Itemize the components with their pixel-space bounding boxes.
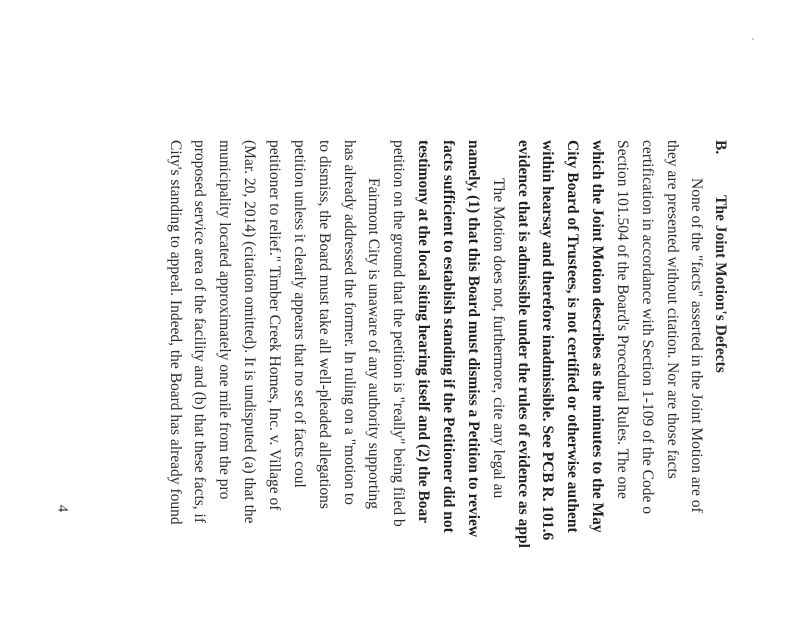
text-line: they are presented without citation. Nor are those facts bbox=[663, 140, 681, 479]
text-line: certification in accordance with Section 1-109 of the Code o bbox=[638, 140, 656, 515]
text-line: evidence that is admissible under the rules of evidence as appl bbox=[514, 140, 532, 548]
scan-speck bbox=[752, 38, 754, 40]
text-line: petitioner to relief." Timber Creek Homes, Inc. v. Village of bbox=[266, 140, 284, 511]
text-line: facts sufficient to establish standing if the Petitioner did not bbox=[440, 140, 457, 533]
text-line: which the Joint Motion describes as the minutes to the May bbox=[589, 140, 607, 533]
text-line: to dismiss, the Board must take all well-pleaded allegations bbox=[315, 140, 333, 509]
text-line: The Motion does not, furthermore, cite any legal au bbox=[489, 178, 507, 499]
text-line: City's standing to appeal. Indeed, the Board has already found bbox=[166, 140, 184, 525]
text-line: City Board of Trustees, is not certified or otherwise authent bbox=[564, 140, 582, 533]
text-line: proposed service area of the facility and (b) that these facts, if bbox=[191, 140, 209, 524]
page-number: 4 bbox=[54, 504, 71, 513]
text-line: petition on the ground that the petition is "really" being filed b bbox=[390, 140, 408, 527]
text-line: None of the "facts" asserted in the Joint Motion are of bbox=[688, 178, 706, 513]
text-line: namely, (1) that this Board must dismiss a Petition to review bbox=[464, 140, 482, 538]
text-line: testimony at the local siting hearing itself and (2) the Boar bbox=[415, 140, 433, 524]
section-title: The Joint Motion's Defects bbox=[712, 195, 729, 373]
text-line: has already addressed the former. In ruling on a "motion to bbox=[340, 140, 358, 505]
text-line: within hearsay and therefore inadmissible. See PCB R. 101.6 bbox=[539, 140, 557, 541]
text-line: (Mar. 20, 2014) (citation omitted). It is undisputed (a) that the bbox=[241, 140, 259, 524]
section-letter: B. bbox=[712, 140, 729, 155]
text-line: Fairmont City is unaware of any authority supporting bbox=[365, 178, 383, 510]
text-line: municipality located approximately one mile from the pro bbox=[216, 140, 234, 500]
text-line: petition unless it clearly appears that no set of facts coul bbox=[290, 140, 308, 488]
text-line: Section 101.504 of the Board's Procedural Rules. The one bbox=[613, 140, 631, 499]
